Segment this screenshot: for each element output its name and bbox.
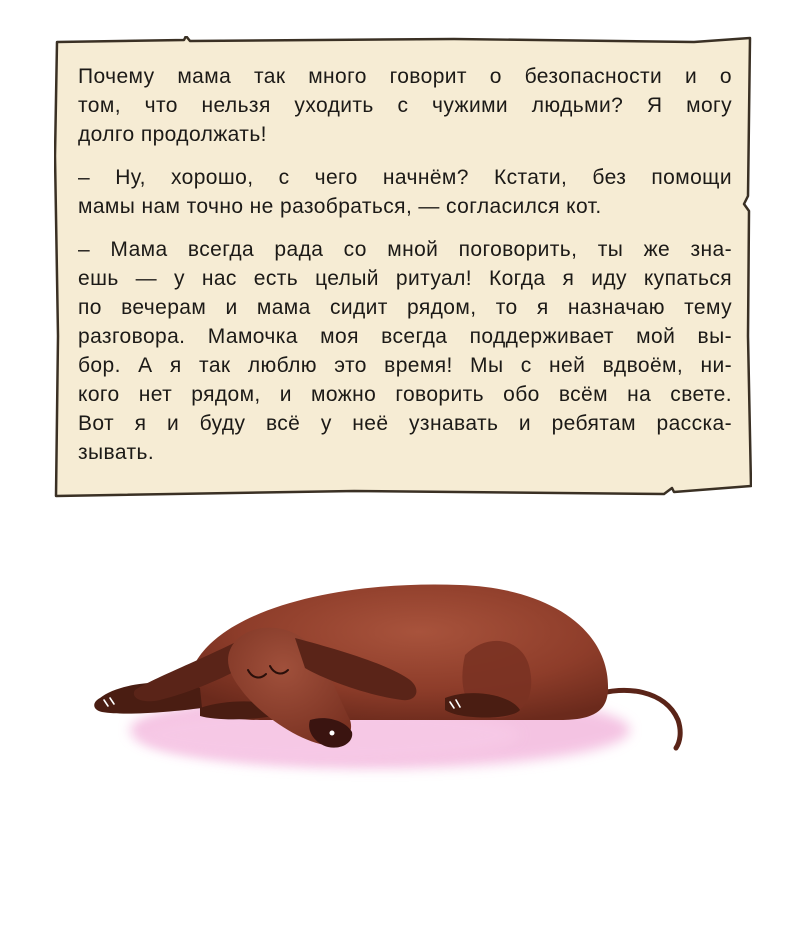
- text-line: разговора. Мамочка моя всегда поддерживает мой вы-: [78, 325, 732, 348]
- text-line: ешь — у нас есть целый ритуал! Когда я иду купаться: [78, 267, 732, 290]
- paragraph-3: [78, 235, 732, 467]
- text-line: по вечерам и мама сидит рядом, то я назначаю тему: [78, 296, 732, 319]
- text-line: том, что нельзя уходить с чужими людьми? Я могу: [78, 94, 732, 117]
- sleeping-dachshund-icon: [80, 570, 700, 790]
- text-line: кого нет рядом, и можно говорить обо всём на свете.: [78, 383, 732, 406]
- text-line: бор. А я так люблю это время! Мы с ней вдвоём, ни-: [78, 354, 732, 377]
- paragraph-2: [78, 163, 732, 221]
- story-text: [78, 62, 732, 481]
- text-line: зывать.: [78, 441, 155, 464]
- text-line: Почему мама так много говорит о безопасности и о: [78, 65, 732, 88]
- paragraph-1: [78, 62, 732, 149]
- text-line: Вот я и буду всё у неё узнавать и ребятам расска-: [78, 412, 732, 435]
- text-line: долго продолжать!: [78, 123, 267, 146]
- text-line: – Мама всегда рада со мной поговорить, ты же зна-: [78, 238, 732, 261]
- text-line: – Ну, хорошо, с чего начнём? Кстати, без помощи: [78, 166, 732, 189]
- text-line: мамы нам точно не разобраться, — согласился кот.: [78, 195, 602, 218]
